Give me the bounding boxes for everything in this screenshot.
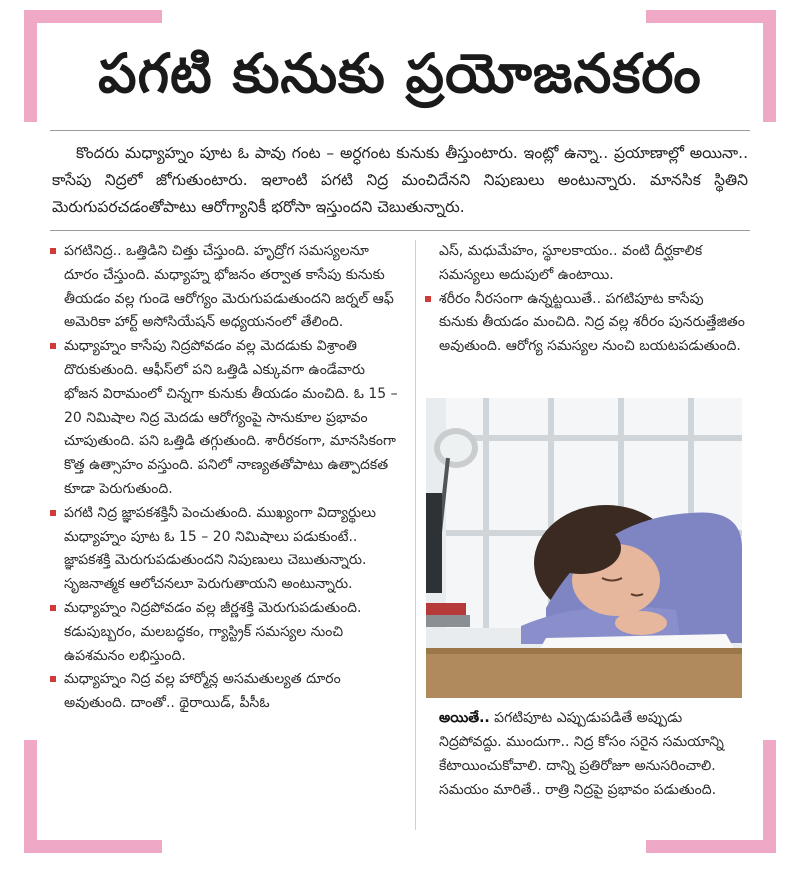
bullet-square-icon bbox=[50, 676, 56, 682]
continued-paragraph: ఎస్‌, మధుమేహం, స్థూలకాయం.. వంటి దీర్ఘకాలిక సమస్యలు అదుపులో ఉంటాయి. bbox=[439, 243, 703, 283]
bullet-square-icon bbox=[50, 248, 56, 254]
frame-corner-top-left bbox=[24, 10, 37, 122]
bullet-paragraph: పగటి నిద్ర జ్ఞాపకశక్తినీ పెంచుతుంది. ముఖ్యంగా విద్యార్థులు మధ్యాహ్నం పూట ఓ 15 – 20 నిమిషాలు పడుకుంటే.. జ్ఞాపకశక్తి మెరుగుపడుతుందని నిపుణులు చెబుతున్నారు. సృజనాత్మక ఆలోచనలూ పెరుగుతాయని అంటున్నారు. bbox=[50, 502, 400, 597]
divider bbox=[50, 230, 750, 231]
bullet-paragraph: మధ్యాహ్నం కాసేపు నిద్రపోవడం వల్ల మెదడుకు విశ్రాంతి దొరుకుతుంది. ఆఫీస్‌లో పని ఒత్తిడి ఎక్కువగా ఉండేవారు భోజన విరామంలో చిన్నగా కునుకు తీయడం మంచిది. ఓ 15 – 20 నిమిషాల నిద్ర మెదడు ఆరోగ్యంపై సానుకూల ప్రభావం చూపుతుంది. పని ఒత్తిడి తగ్గుతుంది. శారీరకంగా, మానసికంగా కొత్త ఉత్సాహం వస్తుంది. పనిలో నాణ్యతతోపాటు ఉత్పాదకత కూడా పెరుగుతుంది. bbox=[50, 335, 400, 502]
right-column-bottom bbox=[425, 706, 745, 802]
bullet-paragraph: శరీరం నీరసంగా ఉన్నట్టయితే.. పగటిపూట కాసేపు కునుకు తీయడం మంచిది. నిద్ర వల్ల శరీరం పునరుత్తేజితం అవుతుంది. ఆరోగ్య సమస్యల నుంచి బయటపడుతుంది. bbox=[425, 288, 745, 359]
bullet-square-icon bbox=[50, 510, 56, 516]
frame-corner-bottom-left bbox=[24, 740, 37, 853]
divider bbox=[50, 130, 750, 131]
article-intro: కొందరు మధ్యాహ్నం పూట ఓ పావు గంట – అర్ధగంట కునుకు తీస్తుంటారు. ఇంట్లో ఉన్నా.. ప్రయాణాల్లో అయినా.. కాసేపు నిద్రలో జోగుతుంటారు. ఇలాంటి పగటి నిద్ర మంచిదేనని నిపుణులు అంటున్నారు. మానసిక స్థితిని మెరుగుపరచడంతోపాటు ఆరోగ్యానికీ భరోసా ఇస్తుందని చెబుతున్నారు. bbox=[52, 144, 749, 216]
frame-corner-top-right bbox=[646, 10, 776, 23]
lead-word: అయితే.. bbox=[439, 710, 490, 726]
column-divider bbox=[415, 240, 416, 830]
frame-corner-top-left bbox=[24, 10, 162, 23]
frame-corner-top-right bbox=[763, 10, 776, 122]
frame-corner-bottom-right bbox=[646, 840, 776, 853]
bullet-square-icon bbox=[425, 296, 431, 302]
frame-corner-bottom-left bbox=[24, 840, 162, 853]
woman-sleeping-at-desk-icon bbox=[426, 398, 742, 698]
article-headline: పగటి కునుకు ప్రయోజనకరం bbox=[98, 42, 702, 105]
article-photo bbox=[426, 398, 742, 698]
bullet-paragraph: మధ్యాహ్నం నిద్ర వల్ల హార్మోన్ల అసమతుల్యత దూరం అవుతుంది. దాంతో.. థైరాయిడ్‌, పీసీఓ bbox=[50, 668, 400, 716]
bullet-square-icon bbox=[50, 343, 56, 349]
frame-corner-bottom-right bbox=[763, 740, 776, 853]
right-column-top bbox=[425, 240, 745, 359]
bullet-paragraph: పగటినిద్ర.. ఒత్తిడిని చిత్తు చేస్తుంది. హృద్రోగ సమస్యలనూ దూరం చేస్తుంది. మధ్యాహ్న భోజనం తర్వాత కాసేపు కునుకు తీయడం వల్ల గుండె ఆరోగ్యం మెరుగుపడుతుందని జర్నల్‌ ఆఫ్‌ అమెరికా హార్ట్‌ అసోసియేషన్‌ అధ్యయనంలో తేలింది. bbox=[50, 240, 400, 335]
bullet-square-icon bbox=[50, 605, 56, 611]
bullet-paragraph: మధ్యాహ్నం నిద్రపోవడం వల్ల జీర్ణశక్తి మెరుగుపడుతుంది. కడుపుబ్బరం, మలబద్ధకం, గ్యాస్ట్రిక్‌ సమస్యల నుంచి ఉపశమనం లభిస్తుంది. bbox=[50, 597, 400, 668]
left-column bbox=[50, 240, 400, 716]
closing-paragraph: అయితే.. పగటిపూట ఎప్పుడుపడితే అప్పుడు నిద్రపోవద్దు. ముందుగా.. నిద్ర కోసం సరైన సమయాన్ని కేటాయించుకోవాలి. దాన్ని ప్రతిరోజూ అనుసరించాలి. సమయం మారితే.. రాత్రి నిద్రపై ప్రభావం పడుతుంది. bbox=[439, 710, 724, 798]
